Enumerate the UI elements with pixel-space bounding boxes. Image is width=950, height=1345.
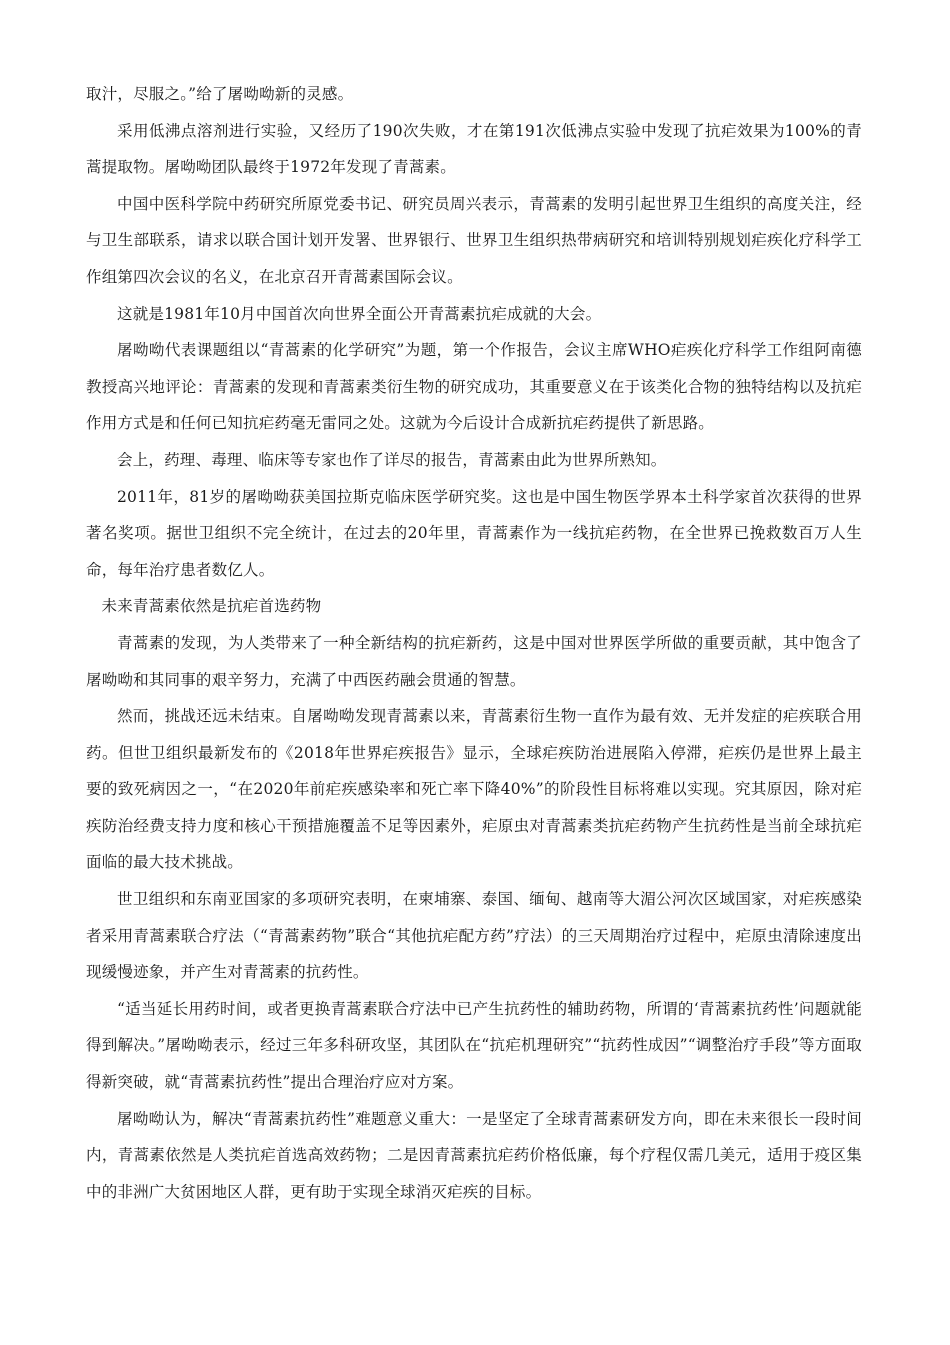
paragraph-continuation: 取汁，尽服之。”给了屠呦呦新的灵感。 [86,85,354,103]
paragraph-challenge: 然而，挑战还远未结束。自屠呦呦发现青蒿素以来，青蒿素衍生物一直作为最有效、无并发症的疟疾联合用药。但世卫组织最新发布的《2018年世界疟疾报告》显示，全球疟疾防治进展陷入停滞，疟疾仍是世界上最主要的致死病因之一，“在2020年前疟疾感染率和死亡率下降40%”的阶段性目标将难以实现。究其原因，除对疟疾防治经费支持力度和核心干预措施覆盖不足等因素外，疟原虫对青蒿素类抗疟药物产生抗药性是当前全球抗疟面临的最大技术挑战。 [86,707,862,872]
section-heading: 未来青蒿素依然是抗疟首选药物 [101,597,322,616]
document-page [86,76,862,1210]
paragraph-who-attention: 中国中医科学院中药研究所原党委书记、研究员周兴表示，青蒿素的发明引起世界卫生组织的高度关注，经与卫生部联系，请求以联合国计划开发署、世界银行、世界卫生组织热带病研究和培训特别规划疟疾化疗科学工作组第四次会议的名义，在北京召开青蒿素国际会议。 [86,194,862,286]
paragraph-experts: 会上，药理、毒理、临床等专家也作了详尽的报告，青蒿素由此为世界所熟知。 [117,450,667,469]
paragraph-solution-quote: “适当延长用药时间，或者更换青蒿素联合疗法中已产生抗药性的辅助药物，所谓的‘青蒿素抗药性’问题就能得到解决。”屠呦呦表示，经过三年多科研攻坚，其团队在“抗疟机理研究”“抗药性成因”“调整治疗手段”等方面取得新突破，就“青蒿素抗药性”提出合理治疗应对方案。 [86,999,862,1092]
paragraph-experiment: 采用低沸点溶剂进行实验，又经历了190次失败，才在第191次低沸点实验中发现了抗疟效果为100%的青蒿提取物。屠呦呦团队最终于1972年发现了青蒿素。 [86,121,862,177]
paragraph-significance: 屠呦呦认为，解决“青蒿素抗药性”难题意义重大：一是坚定了全球青蒿素研发方向，即在未来很长一段时间内，青蒿素依然是人类抗疟首选高效药物；二是因青蒿素抗疟药价格低廉，每个疗程仅需几美元，适用于疫区集中的非洲广大贫困地区人群，更有助于实现全球消灭疟疾的目标。 [86,1109,862,1201]
paragraph-1981-conference: 这就是1981年10月中国首次向世界全面公开青蒿素抗疟成就的大会。 [117,304,602,323]
paragraph-contribution: 青蒿素的发现，为人类带来了一种全新结构的抗疟新药，这是中国对世界医学所做的重要贡献，其中饱含了屠呦呦和其同事的艰辛努力，充满了中西医药融会贯通的智慧。 [86,633,862,689]
paragraph-research-findings: 世卫组织和东南亚国家的多项研究表明，在柬埔寨、泰国、缅甸、越南等大湄公河次区域国家，对疟疾感染者采用青蒿素联合疗法（“青蒿素药物”联合“其他抗疟配方药”疗法）的三天周期治疗过程中，疟原虫清除速度出现缓慢迹象，并产生对青蒿素的抗药性。 [86,890,862,982]
paragraph-lasker-award: 2011年，81岁的屠呦呦获美国拉斯克临床医学研究奖。这也是中国生物医学界本土科学家首次获得的世界著名奖项。据世卫组织不完全统计，在过去的20年里，青蒿素作为一线抗疟药物，在全世界已挽救数百万人生命，每年治疗患者数亿人。 [86,487,862,579]
paragraph-report: 屠呦呦代表课题组以“青蒿素的化学研究”为题，第一个作报告，会议主席WHO疟疾化疗科学工作组阿南德教授高兴地评论：青蒿素的发现和青蒿素类衍生物的研究成功，其重要意义在于该类化合物的独特结构以及抗疟作用方式是和任何已知抗疟药毫无雷同之处。这就为今后设计合成新抗疟药提供了新思路。 [86,341,862,433]
